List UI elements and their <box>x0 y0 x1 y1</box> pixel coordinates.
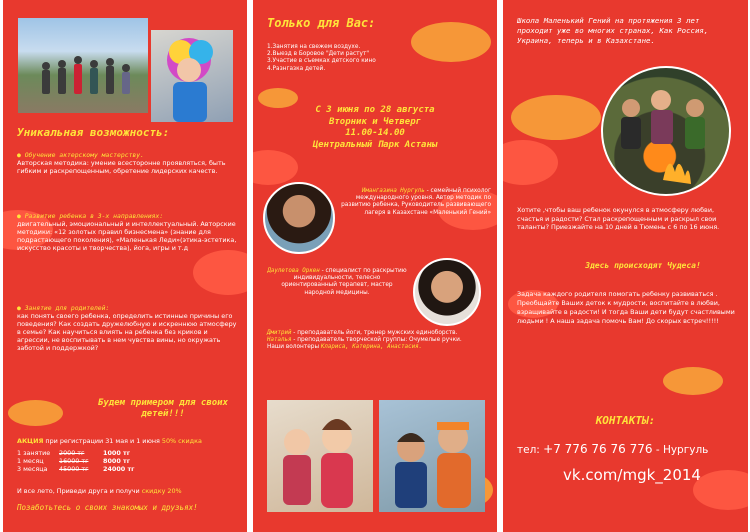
volunteers-prefix: Наши волонтеры <box>267 344 320 351</box>
cloud-decoration <box>193 250 247 295</box>
benefit-parents <box>17 304 239 352</box>
kids-photo-girls <box>267 400 373 512</box>
phone-name: - Нургуль <box>655 444 709 456</box>
contact-phone[interactable] <box>517 442 747 457</box>
phone-number[interactable]: +7 776 76 76 776 <box>543 442 653 456</box>
invitation-text: Хотите ,чтобы ваш ребенок окунулся в атмосферу любви, счастья и радости? Стал раскрепощенным и раскрыл свои таланты? Приезжайте на 10 дней в Тюмень с 6 по 16 июня. <box>517 206 720 232</box>
benefit-development <box>17 212 239 252</box>
miracles-slogan: Здесь происходят Чудеса! <box>585 261 701 270</box>
schedule-place: Центральный Парк Астаны <box>312 140 438 151</box>
benefit-parents-title: ● Занятие для родителей: <box>17 304 110 312</box>
psychologist-photo <box>263 182 335 254</box>
group-photo-figures <box>18 18 148 113</box>
benefit-development-title: ● Развитие ребенка в 3-х направлениях: <box>17 212 164 220</box>
phone-prefix: тел: <box>517 444 540 456</box>
price-label: 1 занятие <box>17 449 51 457</box>
cloud-decoration <box>8 400 63 426</box>
staff-others <box>267 330 493 352</box>
offer-list <box>267 44 437 73</box>
friend-text: И все лето, Приведи друга и получи <box>17 487 140 495</box>
price-table <box>17 449 217 473</box>
price-row <box>17 457 217 465</box>
friend-discount: скидку 20% <box>141 487 182 495</box>
cloud-decoration <box>663 367 723 395</box>
promo-text: при регистрации 31 мая и 1 июня <box>45 437 160 445</box>
therapist-photo <box>413 258 481 326</box>
price-old: 2000 тг <box>59 449 85 457</box>
group-photo <box>18 18 148 113</box>
price-new: 1000 тг <box>103 449 131 457</box>
offer-list-item: 4.Разнгазка детей. <box>267 65 326 72</box>
price-row <box>17 449 217 457</box>
staff-dmitry-name: Дмитрий <box>267 330 292 336</box>
kids-girls-figures <box>267 400 373 512</box>
staff-orken <box>267 268 407 297</box>
staff-nurgul <box>341 188 491 217</box>
offer-list-item: 3.Участие в съемках детского кино <box>267 58 376 65</box>
staff-nurgul-name: Имангазина Нургуль <box>361 188 425 194</box>
volunteers <box>267 344 493 351</box>
slogan: Будем примером для своих детей!!! <box>97 398 229 420</box>
vk-link[interactable]: vk.com/mgk_2014 <box>563 466 701 484</box>
staff-dmitry-text: - преподаватель йоги, тренер мужских единоборств. <box>293 330 458 336</box>
benefit-acting <box>17 151 239 175</box>
schedule-days: Вторник и Четверг <box>328 116 422 127</box>
benefit-acting-text: Авторская методика: умение всесторонне проявляться, быть гибким и раскрепощенным, обретение лидерских качеств. <box>17 159 226 175</box>
staff-natalya-text: - преподаватель творческой группы: Очумелые ручки. <box>293 337 462 344</box>
staff-nurgul-text: - семейный психолог международного уровня. Автор методик по развитию ребенка, Руководитель развивающего лагеря в Казахстане «Маленький Гений» <box>341 188 491 216</box>
panel2-heading: Только для Вас: <box>267 16 376 30</box>
price-label: 1 месяц <box>17 457 44 465</box>
promo-line <box>17 437 247 445</box>
schedule-hours: 11.00-14.00 <box>345 128 405 139</box>
staff-natalya-name: Наталья <box>267 337 292 344</box>
price-new: 8000 тг <box>103 457 131 465</box>
panel-left <box>3 0 247 532</box>
benefit-parents-text: как понять своего ребенка, определить истинные причины его поведения? Как создать дружелюбную и искреннюю атмосферу в семье? Как научиться влиять на ребенка без криков и агрессии, не воспитывать в нем чувства вины, но окружать заботой и поддержкой? <box>17 312 237 352</box>
cloud-decoration <box>253 150 298 185</box>
benefit-acting-title: ● Обучение актерскому мастерству. <box>17 151 144 159</box>
offer-list-item: 1.Занятия на свежем воздухе. <box>267 44 361 50</box>
panel-right <box>503 0 748 532</box>
campfire-figures <box>603 68 731 196</box>
school-intro: Школа Маленький Гений на протяжения 3 лет проходит уже во многих странах, Как Россия, Украина, теперь и в Казахстане. <box>517 16 709 45</box>
share-text: Позаботьтесь о своих знакомых и друзьях! <box>17 503 198 512</box>
benefit-development-text: двигательный, эмоциональный и интеллектуальный. Авторские методики: «12 золотых правил бизнесмена» (знание для подрастающего поколения), «Маленькая Леди»(этика-эстетика, искусство красоты и творчества), йога, игры и т.д <box>17 220 237 252</box>
schedule <box>253 105 497 152</box>
offer-list-item: 2.Выезд в Боровое "Дети растут" <box>267 51 369 58</box>
panel1-heading: Уникальная возможность: <box>17 126 170 139</box>
price-old: 16000 тг <box>59 457 89 465</box>
staff-orken-name: Даулетова Оркен <box>267 268 320 274</box>
clown-figure <box>151 30 233 122</box>
promo-prefix: АКЦИЯ <box>17 437 44 445</box>
contacts-title: КОНТАКТЫ: <box>595 414 656 427</box>
volunteers-names: Клариса, Катерина, Анастасия. <box>320 344 423 351</box>
schedule-dates: С 3 июня по 28 августа <box>315 105 435 115</box>
mission-text: Задача каждого родителя помогать ребенку развиваться . Преобщайте Ваших деток к мудрости, воспитайте в любви, взращивайте в радости! И тогда Ваши дети будут счастливыми людьми ! А наша задача помочь Вам! До скорых встреч!!!!! <box>517 290 735 325</box>
promo-discount: 50% скидка <box>161 437 202 445</box>
cloud-decoration <box>511 95 601 140</box>
clown-photo <box>151 30 233 122</box>
friend-offer <box>17 487 247 495</box>
kids-boys-figures <box>379 400 485 512</box>
panel-middle <box>253 0 497 532</box>
cloud-decoration <box>503 140 558 185</box>
price-label: 3 месяца <box>17 465 48 473</box>
price-new: 24000 тг <box>103 465 135 473</box>
kids-photo-boys <box>379 400 485 512</box>
staff-orken-text: - специалист по раскрытию индивидуальности, телесно ориентированный терапевт, мастер народной медицины. <box>281 268 407 296</box>
campfire-photo <box>601 66 731 196</box>
staff-natalya <box>267 337 493 344</box>
price-row <box>17 465 217 473</box>
price-old: 45000 тг <box>59 465 89 473</box>
